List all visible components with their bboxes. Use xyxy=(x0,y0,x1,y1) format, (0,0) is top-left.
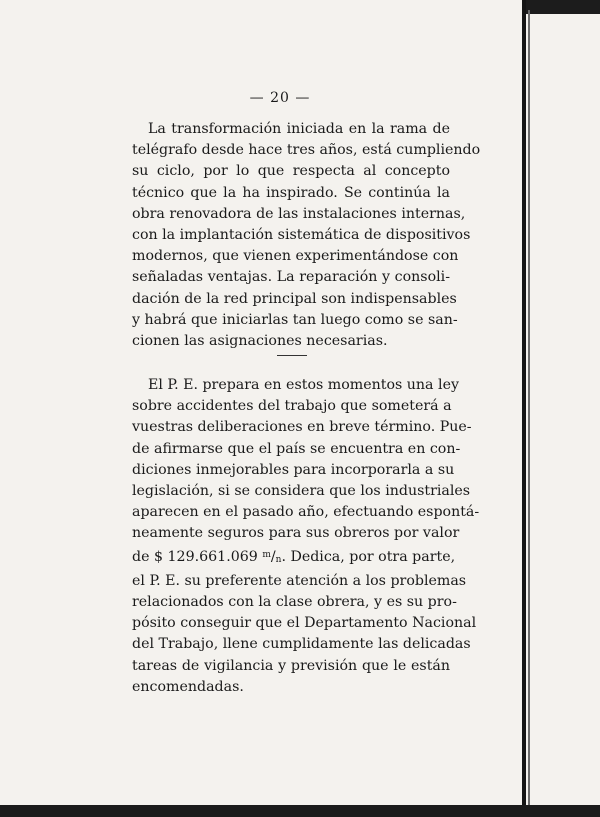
text-line: pósito conseguir que el Departamento Nacional xyxy=(132,615,477,632)
text-line: sobre accidentes del trabajo que someterá a xyxy=(132,398,452,415)
text-line: modernos, que vienen experimentándose con xyxy=(132,248,459,265)
currency-line-tail: . Dedica, por otra parte, xyxy=(281,548,456,565)
text-line: obra renovadora de las instalaciones internas, xyxy=(132,205,466,222)
text-line: técnico que la ha inspirado. Se continúa la xyxy=(132,184,450,201)
text-line: neamente seguros para sus obreros por valor xyxy=(132,525,460,542)
currency-amount: de $ 129.661.069 xyxy=(132,548,258,565)
text-line: encomendadas. xyxy=(132,678,244,695)
book-spine-edge xyxy=(522,0,600,817)
paragraph-accidents-law xyxy=(132,375,480,698)
text-line: el P. E. su preferente atención a los problemas xyxy=(132,572,467,589)
text-line-currency: de $ 129.661.069 $^m/_n$. Dedica, por otra parte, xyxy=(132,548,456,565)
text-line: diciones inmejorables para incorporarla a su xyxy=(132,461,455,478)
paragraph-telegraph xyxy=(132,119,481,352)
text-line: del Trabajo, llene cumplidamente las delicadas xyxy=(132,636,471,653)
text-line: y habrá que iniciarlas tan luego como se san- xyxy=(132,311,458,328)
text-line: legislación, si se considera que los industriales xyxy=(132,483,471,500)
text-line: cionen las asignaciones necesarias. xyxy=(132,333,388,350)
scan-border-bottom xyxy=(0,805,600,817)
page-number: — 20 — xyxy=(249,90,311,106)
scan-border-shadow xyxy=(528,10,530,810)
scan-border-top xyxy=(522,0,600,14)
text-line: tareas de vigilancia y previsión que le están xyxy=(132,657,450,674)
text-line: La transformación iniciada en la rama de xyxy=(148,121,450,137)
text-line: relacionados con la clase obrera, y es su pro- xyxy=(132,594,457,611)
text-line: dación de la red principal son indispensables xyxy=(132,290,457,307)
text-line: telégrafo desde hace tres años, está cumpliendo xyxy=(132,142,481,159)
text-line: aparecen en el pasado año, efectuando espontá- xyxy=(132,504,480,521)
section-divider xyxy=(277,355,307,356)
currency-suffix-den: n xyxy=(275,554,282,565)
currency-suffix-num: m xyxy=(262,549,271,560)
text-line: con la implantación sistemática de dispositivos xyxy=(132,227,471,244)
scan-border-bar xyxy=(522,0,526,817)
text-line: El P. E. prepara en estos momentos una ley xyxy=(148,377,459,393)
text-line: vuestras deliberaciones en breve término. Pue- xyxy=(132,419,472,436)
text-line: señaladas ventajas. La reparación y consoli- xyxy=(132,269,450,286)
text-line: de afirmarse que el país se encuentra en con- xyxy=(132,440,461,457)
text-line: su ciclo, por lo que respecta al concepto xyxy=(132,163,450,180)
